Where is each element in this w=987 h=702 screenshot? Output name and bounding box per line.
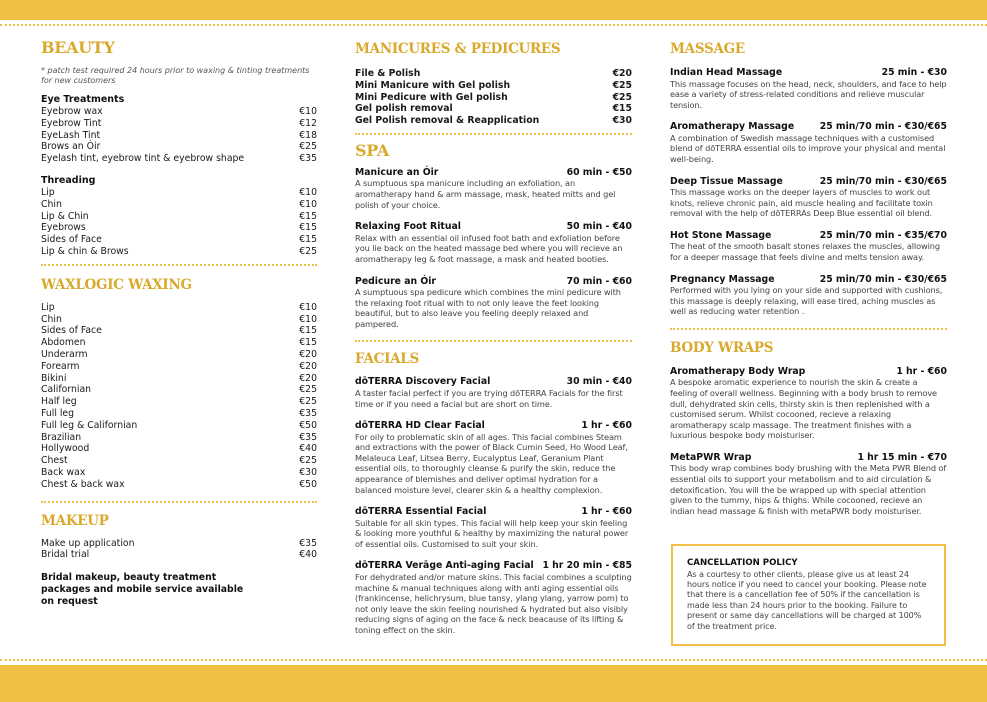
- service-header: [355, 276, 632, 288]
- service-price: 60 min - €50: [566, 166, 632, 178]
- service-description: Relax with an essential oil infused foot bath and exfoliation before you lie back on the heated massage bed where you will recieve an aromatherapy leg & foot massage, a mask and heated booties.: [355, 232, 623, 264]
- item-name: Full leg & Californian: [41, 419, 138, 431]
- item-price: €10: [299, 186, 317, 198]
- price-row: [41, 222, 317, 234]
- service-item: [670, 176, 947, 219]
- item-price: €15: [299, 234, 317, 246]
- service-price: 1 hr - €60: [581, 506, 632, 518]
- service-name: dōTERRA Essential Facial: [355, 506, 487, 518]
- price-row: [355, 103, 632, 115]
- service-header: [355, 376, 632, 388]
- makeup-list: [41, 538, 317, 562]
- item-name: EyeLash Tint: [41, 129, 101, 141]
- service-price: 30 min - €40: [566, 376, 632, 388]
- service-header: [670, 452, 947, 464]
- service-name: Indian Head Massage: [670, 67, 783, 78]
- facials-title: FACIALS: [355, 351, 419, 368]
- top-accent-band: [0, 0, 987, 20]
- service-price: 50 min - €40: [566, 221, 632, 233]
- waxlogic-list: [41, 302, 317, 491]
- item-price: €25: [299, 141, 317, 153]
- item-price: €20: [299, 360, 317, 372]
- service-name: Pregnancy Massage: [670, 273, 775, 285]
- service-header: [670, 67, 947, 79]
- service-header: [670, 366, 947, 378]
- item-price: €25: [299, 455, 317, 467]
- price-row: [41, 337, 317, 349]
- item-price: €40: [299, 549, 317, 561]
- service-name: MetaPWR Wrap: [670, 451, 752, 463]
- body-wraps-title: BODY WRAPS: [670, 339, 774, 356]
- service-name: Deep Tissue Massage: [670, 175, 783, 187]
- service-price: 25 min/70 min - €30/€65: [819, 121, 947, 133]
- price-row: [355, 115, 632, 127]
- price-row: [41, 314, 317, 326]
- item-price: €18: [299, 129, 317, 141]
- price-row: [41, 106, 317, 118]
- item-name: File & Polish: [355, 68, 421, 79]
- item-name: Abdomen: [41, 337, 86, 349]
- item-name: Lip: [41, 301, 55, 313]
- eye-treatments-title: Eye Treatments: [41, 94, 125, 105]
- item-price: €15: [299, 222, 317, 234]
- item-name: Mini Manicure with Gel polish: [355, 79, 511, 91]
- service-header: [355, 506, 632, 518]
- service-item: [355, 276, 632, 330]
- top-dotted-divider: [0, 24, 987, 26]
- threading-title: Threading: [41, 174, 96, 186]
- service-price: 1 hr 20 min - €85: [542, 560, 632, 572]
- section-divider: [41, 501, 317, 503]
- item-price: €35: [299, 407, 317, 419]
- section-divider: [355, 340, 632, 342]
- service-price: 70 min - €60: [566, 275, 632, 287]
- price-row: [41, 141, 317, 153]
- service-name: dōTERRA Discovery Facial: [355, 376, 491, 388]
- item-name: Eyebrow wax: [41, 106, 103, 117]
- price-row: [41, 396, 317, 408]
- item-name: Chin: [41, 198, 62, 210]
- item-name: Chest: [41, 455, 68, 467]
- service-description: The heat of the smooth basalt stones relaxes the muscles, allowing for a deeper massage that feels divine and melts tension away.: [670, 241, 940, 262]
- price-row: [41, 420, 317, 432]
- manicures-title: MANICURES & PEDICURES: [355, 41, 561, 57]
- bottom-dotted-divider: [0, 659, 987, 661]
- bottom-accent-band: [0, 665, 987, 702]
- item-price: €35: [299, 431, 317, 443]
- item-price: €20: [612, 68, 632, 79]
- service-item: [670, 452, 947, 516]
- item-name: Lip & Chin: [41, 210, 89, 222]
- item-price: €25: [299, 245, 317, 257]
- item-price: €40: [299, 443, 317, 455]
- massage-list: [670, 67, 947, 317]
- price-row: [41, 549, 317, 561]
- service-header: [670, 121, 947, 133]
- service-item: [670, 121, 947, 164]
- item-name: Bridal trial: [41, 549, 90, 561]
- service-description: This body wrap combines body brushing with the Meta PWR Blend of essential oils to support your metabolism and to aid circulation & detoxification. You will the be wrapped up with special attention given to the tummy, hips & thighs. While cocooned, recieve an indian head massage & finish with metaPWR body moisturiser.: [670, 463, 947, 516]
- item-name: Back wax: [41, 466, 86, 478]
- column-massage-wraps: [670, 38, 947, 527]
- service-header: [670, 176, 947, 188]
- item-name: Lip & chin & Brows: [41, 245, 129, 257]
- price-row: [41, 373, 317, 385]
- price-row: [41, 443, 317, 455]
- service-price: 1 hr - €60: [896, 365, 947, 377]
- item-name: Brazilian: [41, 431, 82, 443]
- service-item: [355, 420, 632, 495]
- service-header: [670, 274, 947, 286]
- facials-list: [355, 376, 632, 635]
- service-description: Suitable for all skin types. This facial will help keep your skin feeling & looking more youthful & healthy by maximizing the natural power of essential oils. Customised to suit your skin.: [355, 517, 629, 549]
- price-row: [41, 538, 317, 550]
- item-price: €15: [299, 210, 317, 222]
- item-price: €15: [299, 325, 317, 337]
- service-description: For oily to problematic skin of all ages. This facial combines Steam and extractions with the power of Black Cumin Seed, Ho Wood Leaf, Melaleuca Leaf, Litsea Berry, Eucalyptus Leaf, Geranium Plant essential oils, to thoroughly cleanse & purify the skin, reduce the appearance of blemishes and deliver optimal hydration for a balanced moisture level, clearer skin & a healthy complexion.: [355, 431, 628, 495]
- service-price: 25 min/70 min - €30/€65: [819, 175, 947, 187]
- service-name: dōTERRA Verāge Anti-aging Facial: [355, 560, 534, 572]
- service-price: 1 hr 15 min - €70: [857, 451, 947, 463]
- service-name: Aromatherapy Massage: [670, 121, 795, 133]
- price-row: [41, 325, 317, 337]
- price-row: [41, 153, 317, 165]
- service-description: A sumptuous spa pedicure which combines the mini pedicure with the relaxing foot ritual with to not only leave the feet looking beautiful, but to also leave you feeling deeply relaxed and pampered.: [355, 287, 621, 329]
- service-name: dōTERRA HD Clear Facial: [355, 420, 485, 432]
- item-price: €35: [299, 537, 317, 549]
- item-name: Californian: [41, 384, 92, 396]
- service-item: [670, 366, 947, 441]
- service-description: A taster facial perfect if you are trying dōTERRA Facials for the first time or if you need a facial but are short on time.: [355, 387, 623, 409]
- service-header: [355, 167, 632, 179]
- item-name: Chest & back wax: [41, 478, 125, 490]
- price-row: [355, 80, 632, 92]
- item-name: Make up application: [41, 537, 135, 549]
- item-name: Full leg: [41, 407, 75, 419]
- price-row: [41, 361, 317, 373]
- section-divider: [41, 264, 317, 266]
- price-row: [355, 92, 632, 104]
- service-price: 25 min/70 min - €35/€70: [819, 229, 947, 241]
- item-name: Underarm: [41, 348, 88, 360]
- threading-list: [41, 187, 317, 258]
- item-name: Sides of Face: [41, 234, 102, 246]
- item-price: €25: [299, 384, 317, 396]
- item-name: Eyelash tint, eyebrow tint & eyebrow shape: [41, 153, 245, 165]
- price-row: [41, 349, 317, 361]
- item-price: €25: [612, 79, 632, 91]
- price-row: [41, 302, 317, 314]
- makeup-note: Bridal makeup, beauty treatment packages and mobile service available on request: [41, 572, 244, 607]
- item-name: Half leg: [41, 396, 77, 408]
- price-row: [355, 68, 632, 80]
- price-row: [41, 467, 317, 479]
- service-description: A sumptuous spa manicure including an exfoliation, an aromatherapy hand & arm massage, mask, heated mitts and gel polish of your choice.: [355, 178, 616, 210]
- service-header: [670, 230, 947, 242]
- massage-title: MASSAGE: [670, 41, 745, 57]
- item-name: Bikini: [41, 372, 67, 384]
- patch-test-note: * patch test required 24 hours prior to waxing & tinting treatments for new customers: [41, 66, 310, 85]
- item-name: Forearm: [41, 360, 80, 372]
- item-price: €15: [299, 337, 317, 349]
- item-price: €25: [612, 91, 632, 103]
- service-description: A combination of Swedish massage techniques with a customised blend of dōTERRA essential oils to improve your physical and mental well-being.: [670, 132, 946, 164]
- service-header: [355, 221, 632, 233]
- service-item: [355, 560, 632, 635]
- item-price: €12: [299, 117, 317, 129]
- item-name: Brows an Óir: [41, 141, 101, 153]
- price-row: [41, 211, 317, 223]
- service-item: [670, 274, 947, 317]
- cancellation-policy-text: As a courtesy to other clients, please give us at least 24 hours notice if you need to cancel your booking. Please note that there is a cancellation fee of 50% if the cancellation is made less than 24 hours prior to the booking. Failure to present or same day cancellations will be charged at 100% of the treatment price.: [687, 568, 927, 631]
- item-price: €10: [299, 301, 317, 313]
- service-item: [670, 67, 947, 110]
- item-price: €25: [299, 396, 317, 408]
- spa-title: SPA: [355, 140, 389, 160]
- service-name: Manicure an Óir: [355, 166, 439, 178]
- service-price: 25 min/70 min - €30/€65: [819, 273, 947, 285]
- service-item: [670, 230, 947, 263]
- manicures-list: [355, 68, 632, 127]
- item-price: €30: [299, 466, 317, 478]
- price-row: [41, 187, 317, 199]
- price-row: [41, 408, 317, 420]
- item-name: Gel Polish removal & Reapplication: [355, 115, 540, 127]
- column-beauty: [41, 38, 317, 608]
- makeup-title: MAKEUP: [41, 512, 109, 529]
- item-name: Sides of Face: [41, 325, 102, 337]
- item-name: Hollywood: [41, 443, 90, 455]
- item-price: €15: [612, 103, 632, 115]
- item-price: €30: [612, 115, 632, 127]
- service-item: [355, 221, 632, 264]
- item-price: €50: [299, 419, 317, 431]
- service-header: [355, 560, 632, 572]
- service-name: Hot Stone Massage: [670, 229, 772, 241]
- cancellation-policy-box: [671, 544, 946, 646]
- item-price: €10: [299, 106, 317, 117]
- price-row: [41, 432, 317, 444]
- item-price: €35: [299, 153, 317, 165]
- item-price: €10: [299, 198, 317, 210]
- item-name: Eyebrows: [41, 222, 86, 234]
- service-name: Aromatherapy Body Wrap: [670, 365, 806, 377]
- price-row: [41, 234, 317, 246]
- waxlogic-title: WAXLOGIC WAXING: [41, 276, 192, 293]
- spa-list: [355, 167, 632, 329]
- service-item: [355, 506, 632, 549]
- item-name: Lip: [41, 186, 55, 198]
- eye-treatments-list: [41, 106, 317, 165]
- section-divider: [355, 133, 632, 135]
- service-description: This massage focuses on the head, neck, shoulders, and face to help ease a variety of stress-related conditions and relieve muscular tension.: [670, 78, 947, 110]
- service-name: Pedicure an Óir: [355, 275, 437, 287]
- cancellation-policy-title: CANCELLATION POLICY: [687, 558, 798, 568]
- service-item: [355, 376, 632, 409]
- item-name: Chin: [41, 313, 62, 325]
- price-row: [41, 479, 317, 491]
- item-price: €50: [299, 478, 317, 490]
- price-row: [41, 199, 317, 211]
- section-divider: [670, 328, 947, 330]
- column-nails-spa-facials: [355, 38, 632, 647]
- service-price: 25 min - €30: [881, 67, 947, 78]
- price-row: [41, 246, 317, 258]
- service-description: This massage works on the deeper layers of muscles to work out knots, relieve chronic pain, aid muscle healing and facilitate toxin removal with the help of dōTERRAs Deep Blue essential oil blend.: [670, 187, 933, 219]
- price-row: [41, 130, 317, 142]
- item-name: Gel polish removal: [355, 103, 453, 115]
- item-name: Eyebrow Tint: [41, 117, 102, 129]
- service-name: Relaxing Foot Ritual: [355, 221, 461, 233]
- price-row: [41, 118, 317, 130]
- price-row: [41, 455, 317, 467]
- item-price: €20: [299, 348, 317, 360]
- beauty-title: BEAUTY: [41, 38, 115, 57]
- service-description: A bespoke aromatic experience to nourish the skin & create a feeling of overall wellness. Beginning with a body brush to remove dull, dehydrated skin cells, thirsty skin is then replenished with a customised serum. Whilst cocooned, recieve a relaxing aromatherapy scalp massage. The treatment finishes with a luxurious bespoke body moisturiser.: [670, 377, 937, 441]
- item-price: €20: [299, 372, 317, 384]
- item-price: €10: [299, 313, 317, 325]
- service-header: [355, 420, 632, 432]
- service-description: Performed with you lying on your side and supported with cushions, this massage is deeply relaxing, will ease tired, aching muscles as well as reducing water retention .: [670, 285, 943, 317]
- body-wraps-list: [670, 366, 947, 517]
- service-description: For dehydrated and/or mature skins. This facial combines a sculpting machine & manual techniques along with anti aging essential oils (frankincense, helichrysum, blue tansy, ylang ylang, yarrow pom) to not only leave the skin feeling nourished & hydrated but also visibly reducing signs of aging on the face & neck beacause of its lifting & toning effect on the skin.: [355, 571, 632, 635]
- price-row: [41, 384, 317, 396]
- item-name: Mini Pedicure with Gel polish: [355, 91, 508, 103]
- service-item: [355, 167, 632, 210]
- service-price: 1 hr - €60: [581, 420, 632, 432]
